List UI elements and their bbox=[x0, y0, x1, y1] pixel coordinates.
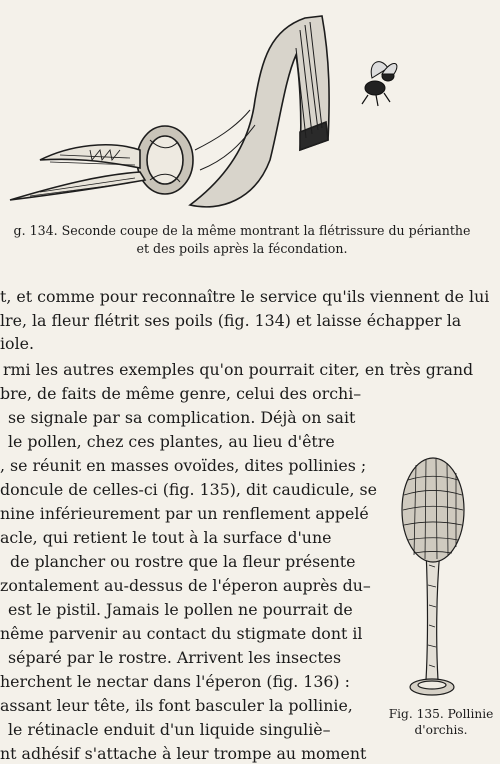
text-line: lre, la fleur flétrit ses poils (fig. 134) et laisse échapper la bbox=[0, 311, 462, 330]
text-line: se signale par sa complication. Déjà on sait bbox=[8, 408, 356, 427]
text-line: nême parvenir au contact du stigmate dont il bbox=[0, 624, 363, 643]
text-line: assant leur tête, ils font basculer la pollinie, bbox=[0, 696, 353, 715]
text-line: nt adhésif s'attache à leur trompe au moment bbox=[0, 744, 367, 763]
caption-line: g. 134. Seconde coupe de la même montrant la flétrissure du périanthe bbox=[13, 223, 471, 238]
text-line: iole. bbox=[0, 334, 34, 353]
text-line: rmi les autres exemples qu'on pourrait citer, en très grand bbox=[3, 360, 474, 379]
text-line: herchent le nectar dans l'éperon (fig. 136) : bbox=[0, 672, 350, 691]
text-line: acle, qui retient le tout à la surface d'une bbox=[0, 528, 332, 547]
text-line: zontalement au-dessus de l'éperon auprès du– bbox=[0, 576, 371, 595]
text-line: bre, de faits de même genre, celui des orchi– bbox=[0, 384, 362, 403]
caption-line: et des poils après la fécondation. bbox=[136, 241, 348, 256]
caption-line: Fig. 135. Pollinie bbox=[388, 707, 494, 721]
text-line: doncule de celles-ci (fig. 135), dit caudicule, se bbox=[0, 480, 378, 499]
figure-135-pollinium bbox=[398, 455, 468, 705]
text-line: nine inférieurement par un renflement appelé bbox=[0, 504, 369, 523]
text-line: est le pistil. Jamais le pollen ne pourrait de bbox=[8, 600, 353, 619]
caption-line: d'orchis. bbox=[414, 723, 468, 737]
text-line: séparé par le rostre. Arrivent les insectes bbox=[8, 648, 342, 667]
figure-135-caption bbox=[381, 706, 500, 738]
text-line: t, et comme pour reconnaître le service qu'ils viennent de lui bbox=[0, 287, 490, 306]
text-line: , se réunit en masses ovoïdes, dites pollinies ; bbox=[0, 456, 367, 475]
text-line: le rétinacle enduit d'un liquide singuliè– bbox=[8, 720, 331, 739]
text-line: de plancher ou rostre que la fleur présente bbox=[10, 552, 356, 571]
text-line: le pollen, chez ces plantes, au lieu d'être bbox=[8, 432, 335, 451]
